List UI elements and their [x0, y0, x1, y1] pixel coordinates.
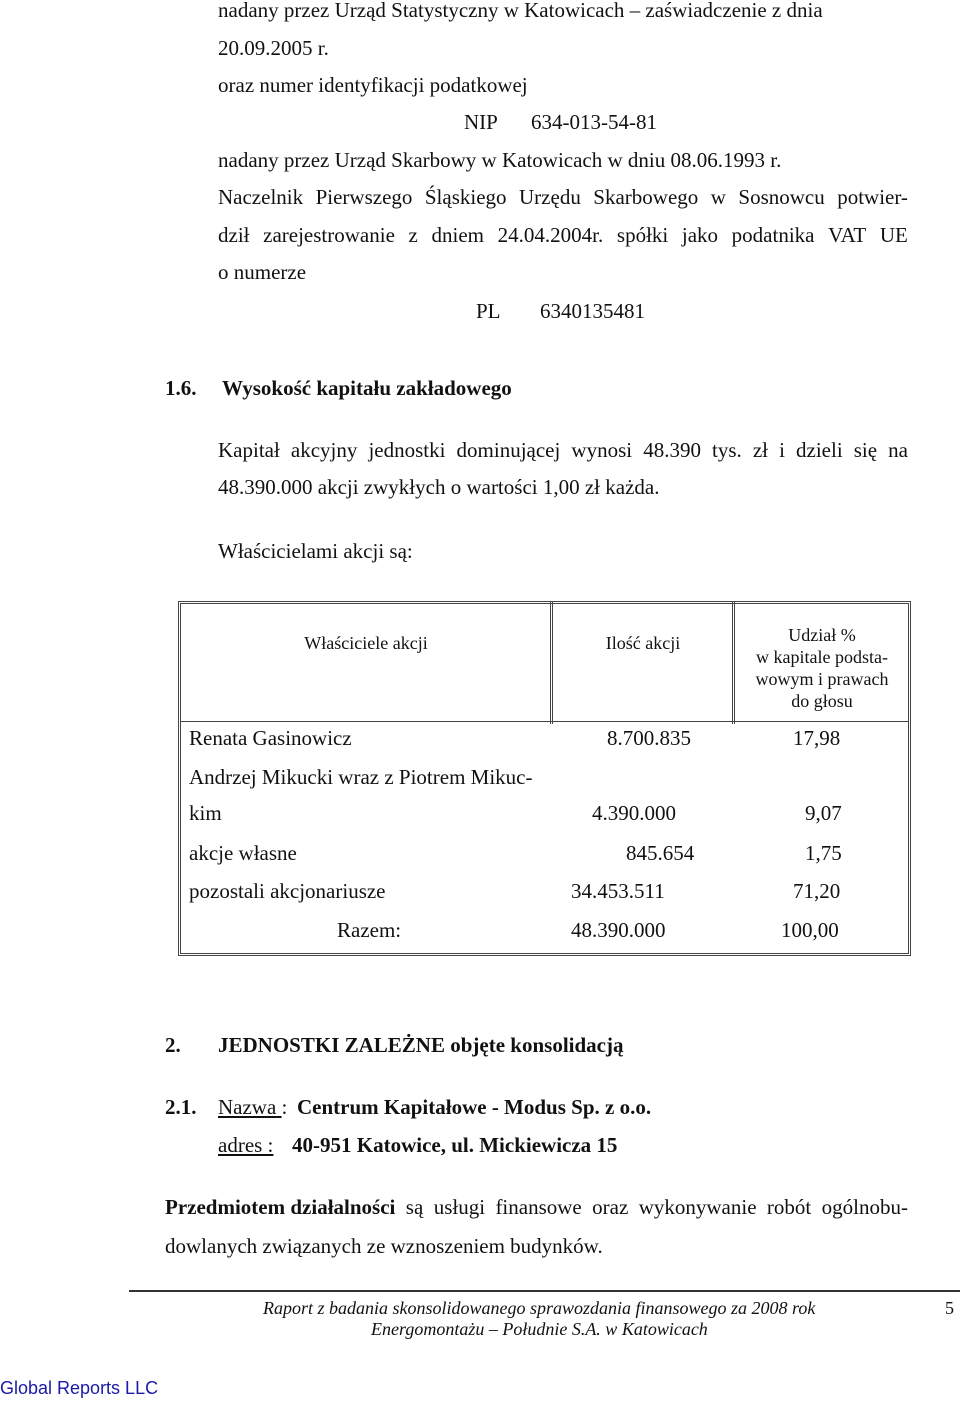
table-row-name: Andrzej Mikucki wraz z Piotrem Mikuc-: [189, 765, 533, 789]
header-shares: Ilość akcji: [605, 633, 681, 653]
table-row-shares: 4.390.000: [592, 801, 676, 825]
section-number: 1.6.: [165, 376, 197, 400]
address-label: adres :: [218, 1133, 274, 1157]
header-owners: Właściciele akcji: [304, 633, 428, 653]
section-title: JEDNOSTKI ZALEŻNE objęte konsolidacją: [218, 1033, 624, 1057]
name-label: Nazwa :: [218, 1095, 288, 1119]
table-row-name: pozostali akcjonariusze: [189, 879, 386, 903]
text-line: oraz numer identyfikacji podatkowej: [218, 73, 528, 97]
text-line: o numerze: [218, 260, 307, 284]
nip-value: 634-013-54-81: [531, 110, 657, 134]
table-total-label: Razem:: [337, 918, 402, 942]
table-total-stake: 100,00: [781, 918, 839, 942]
text-line: 48.390.000 akcji zwykłych o wartości 1,00 zł każda.: [218, 475, 660, 499]
table-divider: [732, 601, 735, 724]
table-row-stake: 17,98: [793, 726, 841, 750]
table-header-divider: [181, 721, 908, 722]
footer-line: Energomontażu – Południe S.A. w Katowicach: [371, 1319, 708, 1339]
page-number: 5: [945, 1298, 954, 1318]
shareholders-table: [178, 601, 911, 956]
justified-line: Przedmiotem działalności są usługi finansowe oraz wykonywanie robót ogólnobu-: [165, 1195, 908, 1219]
footer-rule: [129, 1290, 960, 1292]
justified-line: Naczelnik Pierwszego Śląskiego Urzędu Skarbowego w Sosnowcu potwier-: [218, 185, 908, 209]
table-total-shares: 48.390.000: [571, 918, 666, 942]
text-line: nadany przez Urząd Skarbowy w Katowicach w dniu 08.06.1993 r.: [218, 148, 782, 172]
section-number: 2.1.: [165, 1095, 197, 1119]
table-row-shares: 845.654: [626, 841, 695, 865]
footer-line: Raport z badania skonsolidowanego sprawozdania finansowego za 2008 rok: [263, 1298, 816, 1318]
table-row-shares: 8.700.835: [607, 726, 691, 750]
table-divider: [550, 601, 553, 724]
table-row-stake: 1,75: [805, 841, 842, 865]
justified-line: dził zarejestrowanie z dniem 24.04.2004r. spółki jako podatnika VAT UE: [218, 223, 908, 247]
table-row-shares: 34.453.511: [571, 879, 665, 903]
header-stake: Udział % w kapitale podsta- wowym i prawach do głosu: [755, 625, 889, 711]
pl-value: 6340135481: [540, 299, 645, 323]
text-line: dowlanych związanych ze wznoszeniem budynków.: [165, 1234, 603, 1258]
justified-line: Kapitał akcyjny jednostki dominującej wynosi 48.390 tys. zł i dzieli się na: [218, 438, 908, 462]
section-number: 2.: [165, 1033, 181, 1057]
text-line: 20.09.2005 r.: [218, 36, 329, 60]
table-row-name-cont: kim: [189, 801, 222, 825]
table-row-stake: 71,20: [793, 879, 841, 903]
brand-watermark: Global Reports LLC: [0, 1378, 159, 1398]
table-row-stake: 9,07: [805, 801, 842, 825]
text-line: Właścicielami akcji są:: [218, 539, 413, 563]
pl-label: PL: [476, 299, 501, 323]
section-title: Wysokość kapitału zakładowego: [222, 376, 512, 400]
table-row-name: Renata Gasinowicz: [189, 726, 352, 750]
subsidiary-address: 40-951 Katowice, ul. Mickiewicza 15: [292, 1133, 618, 1157]
table-row-name: akcje własne: [189, 841, 297, 865]
nip-label: NIP: [464, 110, 498, 134]
subsidiary-name: Centrum Kapitałowe - Modus Sp. z o.o.: [297, 1095, 652, 1119]
text-line: nadany przez Urząd Statystyczny w Katowicach – zaświadczenie z dnia: [218, 0, 823, 22]
